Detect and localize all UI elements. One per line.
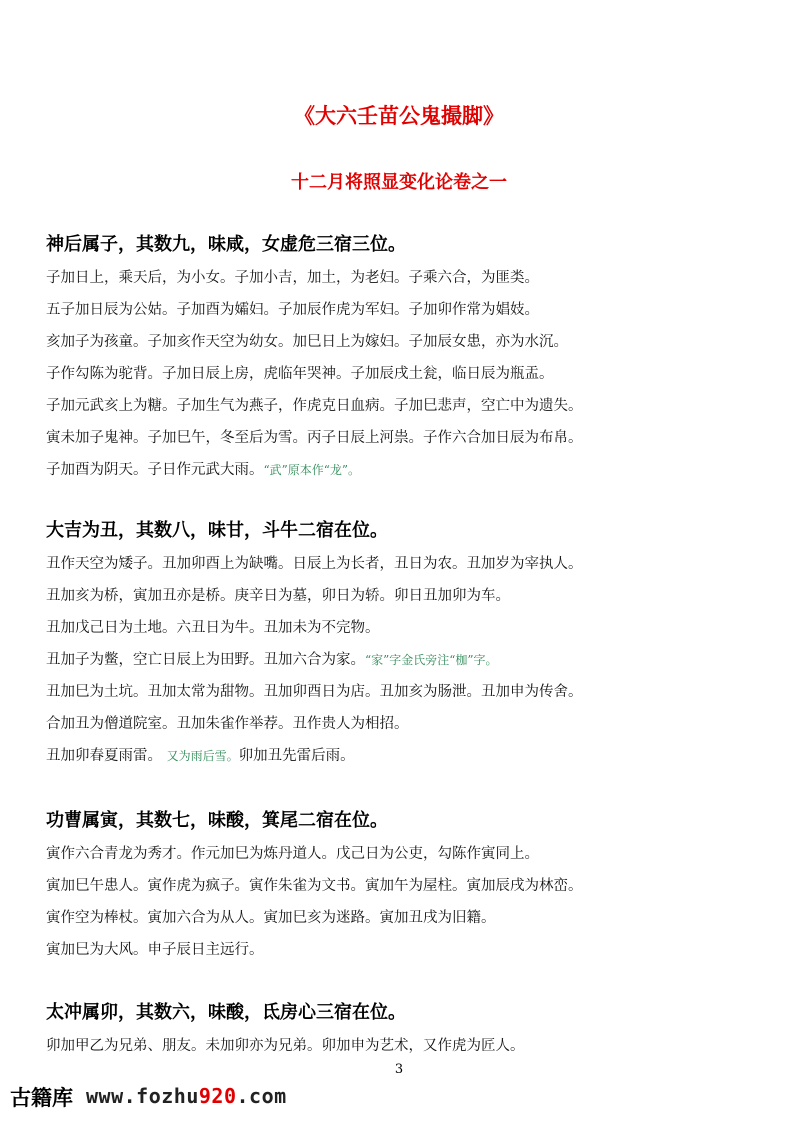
chapter-subtitle: 十二月将照显变化论卷之一 [291,172,507,193]
text-line: 丑加亥为桥，寅加丑亦是桥。庚辛日为墓，卯日为轿。卯日丑加卯为车。 [46,588,510,604]
section-chou [46,514,756,772]
site-url[interactable]: www.fozhu920.com [86,1084,287,1108]
editor-note: 又为雨后雪。 [166,749,239,763]
text-line: 子加酉为阴天。子日作元武大雨。“武”原本作“龙”。 [46,462,361,478]
section-heading: 大吉为丑，其数八，味甘，斗牛二宿在位。 [46,520,388,541]
text-line: 丑加子为鳖，空亡日辰上为田野。丑加六合为家。“家”字金氏旁注“枷”字。 [46,652,498,668]
section-heading: 神后属子，其数九，味咸，女虚危三宿三位。 [46,234,406,255]
text-line: 丑加巳为土坑。丑加太常为甜物。丑加卯酉日为店。丑加亥为肠泄。丑加申为传舍。 [46,684,583,700]
section-yin [46,804,756,966]
section-mao [46,996,756,1062]
text-line: 子作勾陈为驼背。子加日辰上房，虎临年哭神。子加辰戌土瓮，临日辰为瓶盂。 [46,366,554,382]
text-line: 寅未加子鬼神。子加巳午，冬至后为雪。丙子日辰上河祟。子作六合加日辰为布帛。 [46,430,583,446]
site-logo: 古籍库 [10,1086,73,1110]
page-number: 3 [394,1062,404,1077]
text-line: 五子加日辰为公姑。子加酉为孀妇。子加辰作虎为军妇。子加卯作常为娼妓。 [46,302,539,318]
text-line: 丑作天空为矮子。丑加卯酉上为缺嘴。日辰上为长者，丑日为农。丑加岁为宰执人。 [46,556,583,572]
text-line: 寅加巳为大风。申子辰日主远行。 [46,942,264,958]
editor-note: “武”原本作“龙”。 [263,463,361,477]
section-heading: 功曹属寅，其数七，味酸，箕尾二宿在位。 [46,810,388,831]
section-zi [46,228,756,486]
text-line: 子加日上，乘天后，为小女。子加小吉，加土，为老妇。子乘六合，为匪类。 [46,270,539,286]
section-heading: 太冲属卯，其数六，味酸，氐房心三宿在位。 [46,1002,406,1023]
text-line: 寅作空为棒杖。寅加六合为从人。寅加巳亥为迷路。寅加丑戌为旧籍。 [46,910,496,926]
text-line: 卯加甲乙为兄弟、朋友。未加卯亦为兄弟。卯加申为艺术，又作虎为匠人。 [46,1038,525,1054]
text-line: 寅加巳午患人。寅作虎为疯子。寅作朱雀为文书。寅加午为屋柱。寅加辰戌为林峦。 [46,878,583,894]
text-line: 寅作六合青龙为秀才。作元加巳为炼丹道人。戊己日为公吏，勾陈作寅同上。 [46,846,539,862]
text-line: 丑加卯春夏雨雷。 又为雨后雪。卯加丑先雷后雨。 [46,748,355,764]
text-line: 丑加戊己日为土地。六丑日为牛。丑加未为不完物。 [46,620,380,636]
editor-note: “家”字金氏旁注“枷”字。 [365,653,498,667]
document-title: 《大六壬苗公鬼撮脚》 [294,104,504,128]
text-line: 合加丑为僧道院室。丑加朱雀作举荐。丑作贵人为相招。 [46,716,409,732]
text-line: 子加元武亥上为糖。子加生气为燕子，作虎克日血病。子加巳悲声，空亡中为遗失。 [46,398,583,414]
text-line: 亥加子为孩童。子加亥作天空为幼女。加巳日上为嫁妇。子加辰女患，亦为水沉。 [46,334,568,350]
